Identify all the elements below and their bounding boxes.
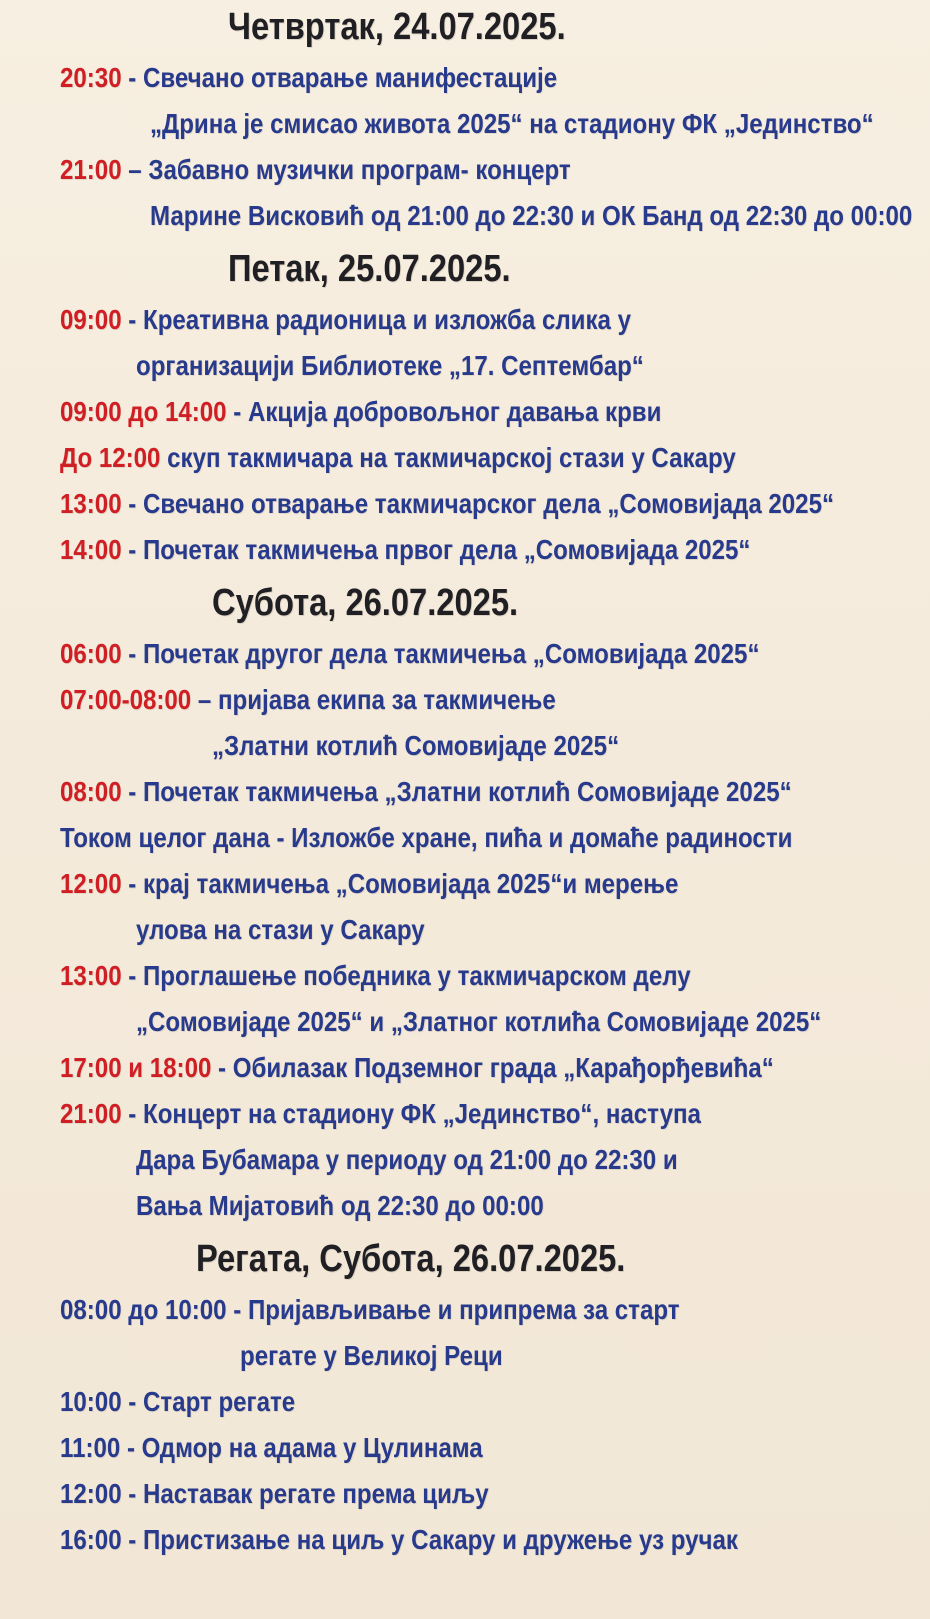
day-heading-friday: Петак, 25.07.2025. <box>228 248 511 290</box>
item-continuation: улова на стази у Сакару <box>136 914 425 945</box>
item-separator: - <box>121 1386 144 1417</box>
item-continuation: „Златни котлић Сомовијаде 2025“ <box>212 730 620 761</box>
item-time: 21:00 <box>60 1098 122 1129</box>
schedule-item <box>60 1380 295 1424</box>
item-time: 13:00 <box>60 960 122 991</box>
item-text: Забавно музички програм- концерт <box>148 154 571 185</box>
schedule-item <box>60 1472 489 1516</box>
schedule-item <box>60 770 792 814</box>
item-separator: - <box>121 62 144 93</box>
item-time: 11:00 <box>60 1432 121 1463</box>
item-separator: – <box>121 154 149 185</box>
item-time: 10:00 <box>60 1386 122 1417</box>
item-text: Пријављивање и припрема за старт <box>247 1294 680 1325</box>
schedule-item <box>60 482 834 526</box>
schedule-item <box>60 862 678 906</box>
item-separator: - <box>121 1478 144 1509</box>
item-text: Обилазак Подземног града „Карађорђевића“ <box>232 1052 774 1083</box>
item-time: 08:00 <box>60 776 122 807</box>
item-separator: - <box>121 1098 144 1129</box>
schedule-item <box>60 528 750 572</box>
schedule-item <box>60 632 759 676</box>
item-time: 20:30 <box>60 62 122 93</box>
item-text: Током целог дана - Изложбе хране, пића и домаће радиности <box>60 822 793 853</box>
item-text: Акција добровољног давања крви <box>247 396 662 427</box>
item-time: 12:00 <box>60 1478 122 1509</box>
item-separator: – <box>191 684 218 715</box>
item-separator: - <box>121 534 144 565</box>
item-separator <box>160 442 167 473</box>
item-continuation: „Дрина је смисао живота 2025“ на стадиону ФК „Јединство“ <box>150 108 874 139</box>
item-separator: - <box>120 1432 142 1463</box>
item-text: Проглашење победника у такмичарском делу <box>143 960 691 991</box>
item-separator: - <box>121 868 144 899</box>
item-continuation: организацији Библиотеке „17. Септембар“ <box>136 350 644 381</box>
schedule-item <box>60 436 736 480</box>
item-separator: - <box>121 638 144 669</box>
item-separator: - <box>121 304 144 335</box>
day-heading-regatta: Регата, Субота, 26.07.2025. <box>196 1238 626 1280</box>
schedule-item <box>60 390 661 434</box>
item-text: Почетак такмичења „Златни котлић Сомовијаде 2025“ <box>143 776 792 807</box>
item-text: крај такмичења „Сомовијада 2025“и мерење <box>143 868 679 899</box>
item-continuation: „Сомовијаде 2025“ и „Златног котлића Сомовијаде 2025“ <box>136 1006 822 1037</box>
item-separator: - <box>121 488 144 519</box>
item-text: Почетак такмичења првог дела „Сомовијада 2025“ <box>143 534 751 565</box>
day-heading-thursday: Четвртак, 24.07.2025. <box>228 6 566 48</box>
schedule-item <box>60 1518 738 1562</box>
item-text: Пристизање на циљ у Сакару и дружење уз ручак <box>143 1524 738 1555</box>
item-continuation: Марине Висковић од 21:00 до 22:30 и ОК Банд од 22:30 до 00:00 <box>150 200 913 231</box>
item-separator: - <box>226 1294 248 1325</box>
schedule-item <box>60 1046 774 1090</box>
item-text: Одмор на адама у Цулинама <box>141 1432 483 1463</box>
item-time: До 12:00 <box>60 442 161 473</box>
item-time: 08:00 до 10:00 <box>60 1294 227 1325</box>
item-time: 12:00 <box>60 868 122 899</box>
schedule-item <box>60 1288 680 1332</box>
item-time: 21:00 <box>60 154 122 185</box>
item-time: 09:00 <box>60 304 122 335</box>
schedule-item <box>60 298 631 342</box>
item-time: 14:00 <box>60 534 122 565</box>
item-continuation: Дара Бубамара у периоду од 21:00 до 22:30 и <box>136 1144 678 1175</box>
item-continuation: регате у Великој Реци <box>240 1340 503 1371</box>
item-time: 17:00 и 18:00 <box>60 1052 212 1083</box>
schedule-item <box>60 148 571 192</box>
schedule-item <box>60 816 792 860</box>
item-time: 07:00-08:00 <box>60 684 192 715</box>
item-text: Старт регате <box>143 1386 296 1417</box>
schedule-item <box>60 678 556 722</box>
item-time: 06:00 <box>60 638 122 669</box>
item-text: Почетак другог дела такмичења „Сомовијада 2025“ <box>143 638 760 669</box>
item-text: Креативна радионица и изложба слика у <box>143 304 632 335</box>
schedule-item <box>60 1426 483 1470</box>
item-text: Концерт на стадиону ФК „Јединство“, наступа <box>143 1098 701 1129</box>
item-text: Свечано отварање такмичарског дела „Сомовијада 2025“ <box>143 488 835 519</box>
item-time: 09:00 до 14:00 <box>60 396 227 427</box>
item-text: Наставак регате према циљу <box>143 1478 489 1509</box>
schedule-item <box>60 1092 701 1136</box>
item-separator: - <box>121 776 144 807</box>
item-separator: - <box>226 396 248 427</box>
item-continuation: Вања Мијатовић од 22:30 до 00:00 <box>136 1190 544 1221</box>
schedule-item <box>60 56 557 100</box>
item-text: Свечано отварање манифестације <box>143 62 558 93</box>
item-separator: - <box>211 1052 233 1083</box>
item-text: пријава екипа за такмичење <box>217 684 556 715</box>
item-time: 16:00 <box>60 1524 122 1555</box>
item-separator: - <box>121 1524 144 1555</box>
item-text: скуп такмичара на такмичарској стази у Сакару <box>167 442 736 473</box>
day-heading-saturday: Субота, 26.07.2025. <box>212 582 519 624</box>
item-time: 13:00 <box>60 488 122 519</box>
schedule-item <box>60 954 691 998</box>
item-separator: - <box>121 960 144 991</box>
